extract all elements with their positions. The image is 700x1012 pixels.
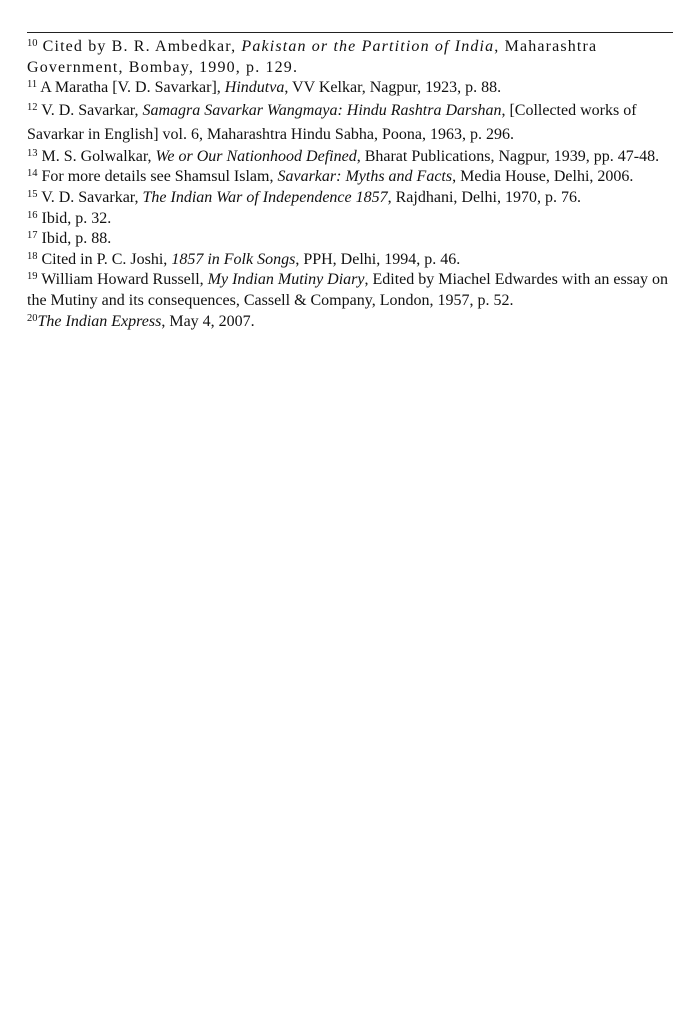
footnote-title: The Indian War of Independence 1857 bbox=[142, 188, 388, 206]
footnotes-section bbox=[27, 37, 677, 332]
footnote-17 bbox=[27, 229, 677, 250]
footnote-text: , May 4, 2007. bbox=[161, 312, 255, 330]
footnote-text: , VV Kelkar, Nagpur, 1923, p. 88. bbox=[284, 79, 502, 97]
footnote-text: , [Collected works of Savarkar in English] vol. 6, Maharashtra Hindu Sabha, Poona, 1963, p. 296. bbox=[27, 101, 637, 143]
footnote-number: 16 bbox=[27, 209, 38, 221]
footnote-text: Cited by B. R. Ambedkar, bbox=[37, 38, 242, 55]
footnote-title: Hindutva bbox=[224, 79, 285, 97]
footnote-number: 10 bbox=[27, 38, 38, 49]
footnote-title: Savarkar: Myths and Facts bbox=[277, 168, 453, 186]
footnote-text: , Edited by Miachel Edwardes with an essay on the Mutiny and its consequences, Cassell & Company, London, 1957, p. 52. bbox=[27, 271, 668, 309]
footnote-text: V. D. Savarkar, bbox=[37, 101, 143, 119]
footnote-12 bbox=[27, 99, 677, 147]
footnote-text: Ibid, p. 32. bbox=[37, 209, 112, 227]
footnote-number: 20 bbox=[27, 312, 38, 324]
footnote-number: 11 bbox=[27, 79, 38, 91]
footnote-number: 17 bbox=[27, 230, 38, 242]
footnote-13 bbox=[27, 147, 677, 168]
footnote-text: , Rajdhani, Delhi, 1970, p. 76. bbox=[387, 188, 581, 206]
footnote-title: 1857 in Folk Songs bbox=[171, 250, 296, 268]
footnote-18 bbox=[27, 250, 677, 271]
footnote-10 bbox=[27, 37, 677, 78]
footnote-text: For more details see Shamsul Islam, bbox=[37, 168, 278, 186]
footnote-number: 12 bbox=[27, 101, 38, 113]
footnote-15 bbox=[27, 188, 677, 209]
footnote-11 bbox=[27, 78, 677, 99]
footnote-text: Ibid, p. 88. bbox=[37, 230, 112, 248]
footnote-text: M. S. Golwalkar, bbox=[37, 147, 156, 165]
footnote-number: 15 bbox=[27, 188, 38, 200]
footnote-14 bbox=[27, 167, 677, 188]
footnote-title: The Indian Express bbox=[37, 312, 162, 330]
footnote-separator-rule bbox=[27, 32, 673, 33]
footnote-text: , Maharashtra Government, Bombay, 1990, p. 129. bbox=[27, 38, 598, 76]
footnote-16 bbox=[27, 209, 677, 230]
footnote-text: , Bharat Publications, Nagpur, 1939, pp. 47-48. bbox=[356, 147, 660, 165]
footnote-number: 13 bbox=[27, 147, 38, 159]
footnote-text: , PPH, Delhi, 1994, p. 46. bbox=[295, 250, 461, 268]
footnote-number: 18 bbox=[27, 250, 38, 262]
footnote-text: , Media House, Delhi, 2006. bbox=[452, 168, 634, 186]
footnote-number: 14 bbox=[27, 168, 38, 180]
footnote-title: Pakistan or the Partition of India bbox=[241, 38, 495, 55]
footnote-text: Cited in P. C. Joshi, bbox=[37, 250, 172, 268]
footnote-number: 19 bbox=[27, 271, 38, 283]
footnote-20 bbox=[27, 312, 677, 333]
footnote-text: V. D. Savarkar, bbox=[37, 188, 143, 206]
footnote-title: Samagra Savarkar Wangmaya: Hindu Rashtra Darshan bbox=[142, 101, 502, 119]
footnote-text: A Maratha [V. D. Savarkar], bbox=[37, 79, 225, 97]
footnote-title: My Indian Mutiny Diary bbox=[207, 271, 365, 289]
footnote-title: We or Our Nationhood Defined bbox=[155, 147, 357, 165]
footnote-text: William Howard Russell, bbox=[37, 271, 208, 289]
footnote-19 bbox=[27, 270, 677, 311]
